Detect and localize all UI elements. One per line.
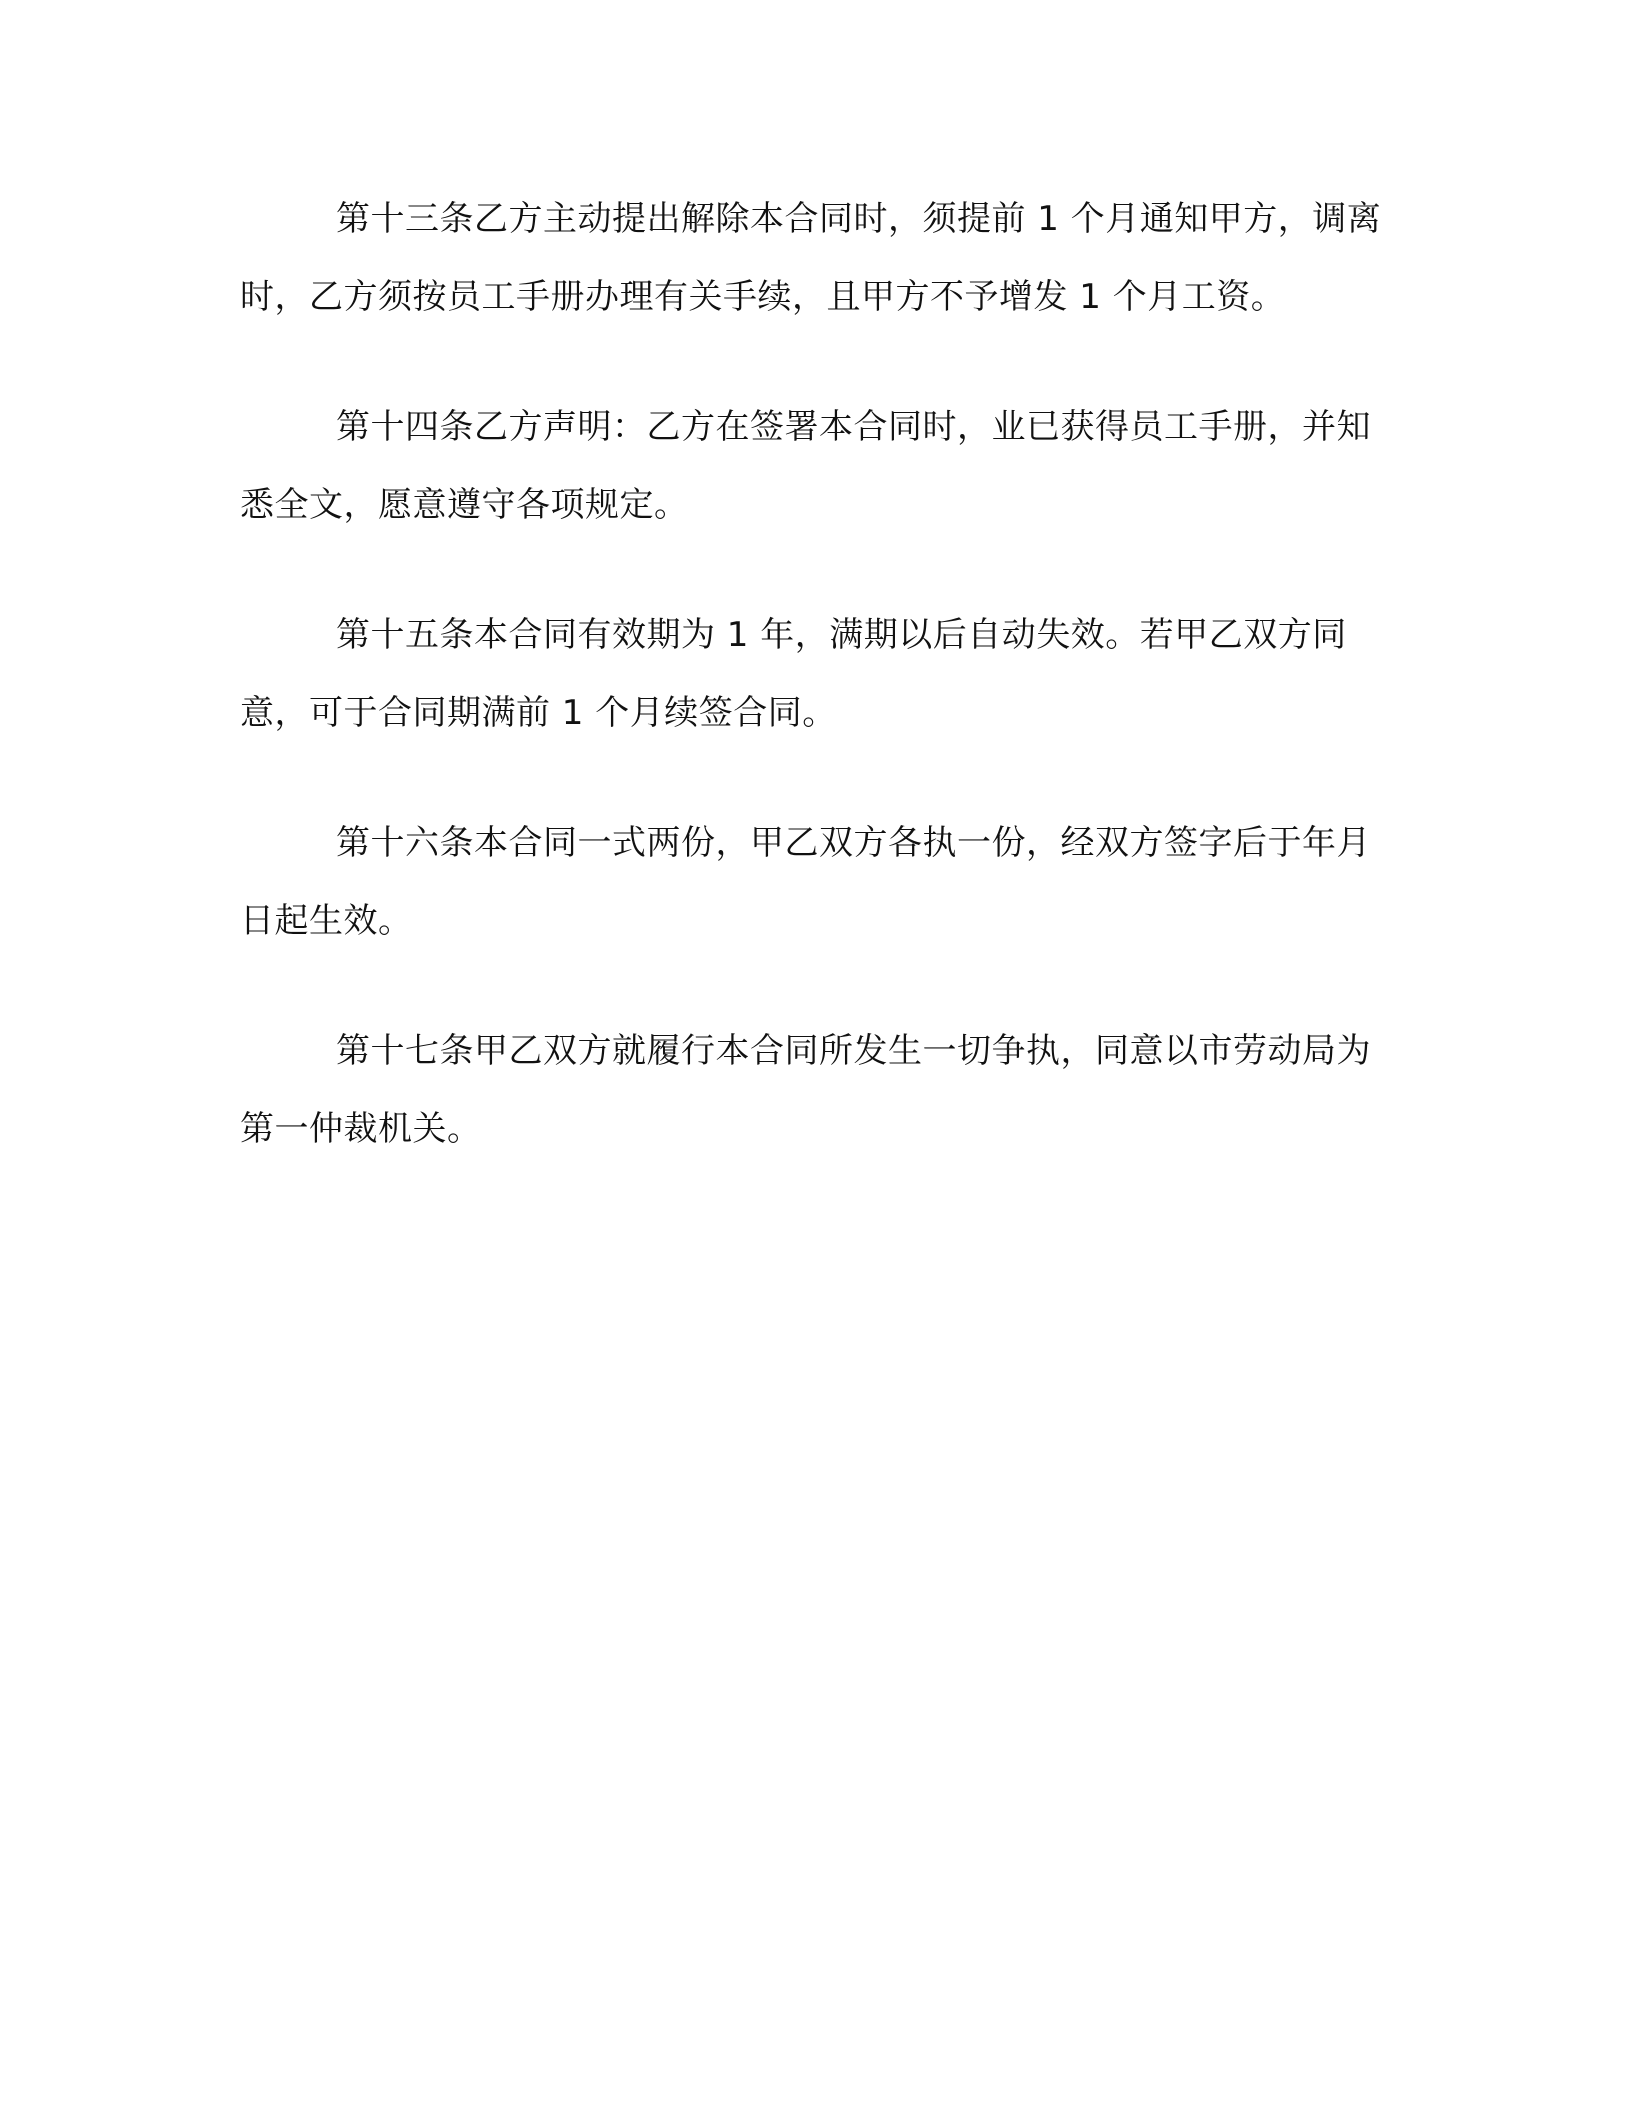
clause-15: 第十五条本合同有效期为 1 年，满期以后自动失效。若甲乙双方同意，可于合同期满前 1 个月续签合同。 [240,615,1347,733]
clause-16: 第十六条本合同一式两份，甲乙双方各执一份，经双方签字后于年月 日起生效。 [240,823,1371,941]
contract-body [240,180,1390,1220]
clause-17: 第十七条甲乙双方就履行本合同所发生一切争执，同意以市劳动局为第一仲裁机关。 [240,1031,1371,1149]
clause-13: 第十三条乙方主动提出解除本合同时，须提前 1 个月通知甲方，调离时，乙方须按员工手册办理有关手续，且甲方不予增发 1 个月工资。 [240,199,1382,317]
clause-14: 第十四条乙方声明：乙方在签署本合同时，业已获得员工手册，并知悉全文，愿意遵守各项规定。 [240,407,1371,525]
